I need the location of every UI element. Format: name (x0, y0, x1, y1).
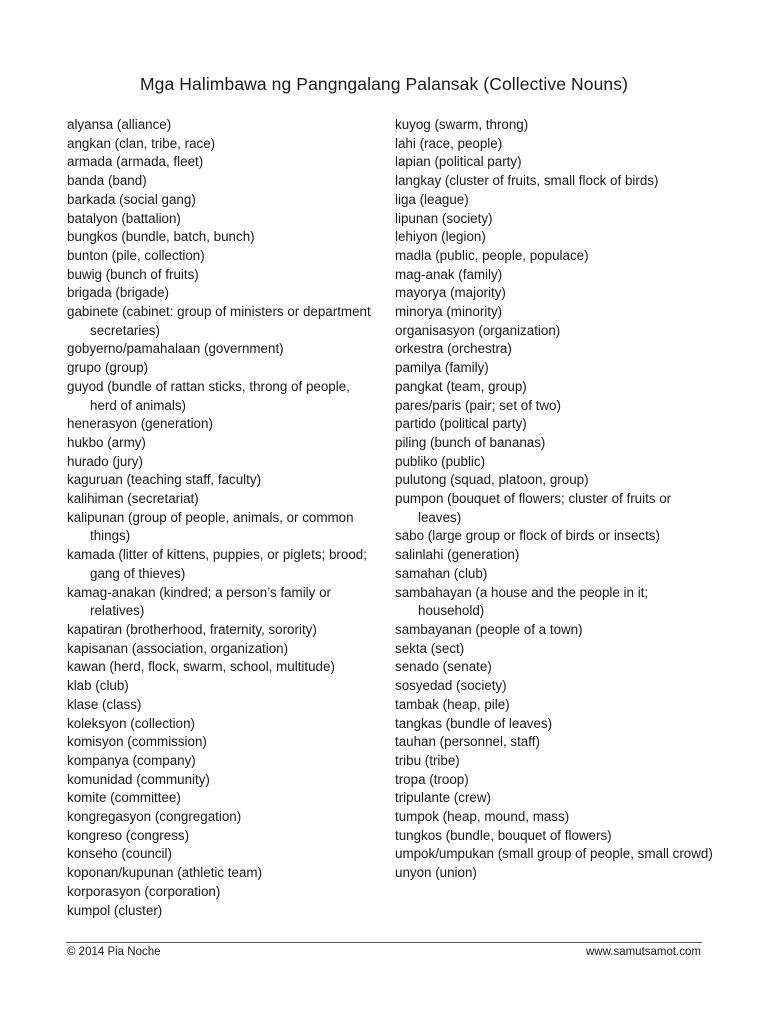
footer-divider (66, 942, 702, 943)
noun-entry: tauhan (personnel, staff) (395, 734, 540, 750)
noun-entry: pamilya (family) (395, 360, 489, 376)
noun-entry: gabinete (cabinet: group of ministers or department secretaries) (67, 304, 371, 338)
noun-entry: korporasyon (corporation) (67, 883, 221, 899)
noun-entry: koleksyon (collection) (67, 715, 196, 731)
noun-entry: langkay (cluster of fruits, small flock of birds) (395, 173, 659, 189)
noun-entry: batalyon (battalion) (67, 210, 181, 226)
noun-entry: kongreso (congress) (67, 827, 190, 843)
noun-entry: armada (armada, fleet) (67, 154, 204, 170)
noun-entry: kongregasyon (congregation) (67, 809, 242, 825)
noun-entry: hurado (jury) (67, 453, 143, 469)
noun-entry: liga (league) (395, 191, 469, 207)
noun-entry: kapatiran (brotherhood, fraternity, sorority) (67, 621, 317, 637)
noun-entry: madla (public, people, populace) (395, 247, 589, 263)
noun-entry: kamag-anakan (kindred; a person’s family or relatives) (67, 584, 331, 619)
noun-entry: grupo (group) (67, 360, 149, 376)
noun-entry: buwig (bunch of fruits) (67, 266, 199, 282)
noun-entry: sambayanan (people of a town) (395, 621, 583, 637)
noun-entry: publiko (public) (395, 453, 486, 469)
noun-entry: bunton (pile, collection) (67, 247, 205, 263)
noun-entry: kamada (litter of kittens, puppies, or piglets; brood; gang of thieves) (67, 547, 367, 581)
noun-entry: pangkat (team, group) (395, 378, 527, 394)
noun-entry: salinlahi (generation) (395, 547, 520, 563)
noun-entry: piling (bunch of bananas) (395, 434, 546, 450)
footer-website-link[interactable]: www.samutsamot.com (585, 946, 701, 958)
noun-entry: komunidad (community) (67, 771, 210, 787)
noun-entry: henerasyon (generation) (67, 416, 213, 432)
noun-entry: pares/paris (pair; set of two) (395, 397, 561, 413)
noun-entry: kuyog (swarm, throng) (395, 117, 529, 132)
noun-entry: tungkos (bundle, bouquet of flowers) (395, 827, 612, 843)
noun-entry: brigada (brigade) (67, 285, 169, 301)
noun-entry: gobyerno/pamahalaan (government) (67, 341, 284, 357)
noun-entry: tripulante (crew) (395, 790, 491, 806)
noun-entry: komisyon (commission) (67, 734, 207, 750)
noun-entry: kawan (herd, flock, swarm, school, multitude) (67, 659, 335, 675)
noun-entry: tribu (tribe) (395, 752, 460, 768)
left-column (67, 116, 377, 920)
noun-entry: kapisanan (association, organization) (67, 640, 289, 656)
noun-entry: mag-anak (family) (395, 266, 503, 282)
noun-entry: lapian (political party) (395, 154, 522, 170)
noun-entry: komite (committee) (67, 790, 181, 806)
noun-entry: tangkas (bundle of leaves) (395, 715, 553, 731)
noun-entry: umpok/umpukan (small group of people, small crowd) (395, 846, 713, 862)
noun-entry: kaguruan (teaching staff, faculty) (67, 472, 262, 488)
noun-entry: klase (class) (67, 696, 142, 712)
footer-copyright: © 2014 Pia Noche (67, 946, 161, 958)
noun-entry: kalihiman (secretariat) (67, 491, 199, 507)
noun-entry: sabo (large group or flock of birds or insects) (395, 528, 660, 544)
noun-entry: angkan (clan, tribe, race) (67, 135, 216, 151)
noun-entry: sosyedad (society) (395, 678, 507, 694)
noun-entry: banda (band) (67, 173, 147, 189)
noun-entry: senado (senate) (395, 659, 492, 675)
noun-entry: tumpok (heap, mound, mass) (395, 809, 570, 825)
noun-entry: kalipunan (group of people, animals, or common things) (67, 509, 354, 544)
noun-entry: lipunan (society) (395, 210, 493, 226)
noun-entry: tambak (heap, pile) (395, 696, 510, 712)
noun-entry: organisasyon (organization) (395, 322, 561, 338)
noun-entry: mayorya (majority) (395, 285, 506, 301)
noun-entry: partido (political party) (395, 416, 527, 432)
noun-entry: unyon (union) (395, 865, 477, 881)
noun-entry: sambahayan (a house and the people in it; household) (395, 584, 649, 619)
noun-entry: sekta (sect) (395, 640, 465, 656)
noun-entry: samahan (club) (395, 565, 488, 581)
noun-entry: klab (club) (67, 678, 129, 694)
noun-entry: konseho (council) (67, 846, 172, 862)
noun-entry: alyansa (alliance) (67, 117, 172, 132)
noun-entry: pulutong (squad, platoon, group) (395, 472, 589, 488)
noun-entry: bungkos (bundle, batch, bunch) (67, 229, 255, 245)
noun-entry: barkada (social gang) (67, 191, 196, 207)
noun-entry: kumpol (cluster) (67, 902, 163, 918)
noun-entry: kompanya (company) (67, 752, 196, 768)
right-column (395, 116, 715, 883)
page-title: Mga Halimbawa ng Pangngalang Palansak (Collective Nouns) (139, 74, 629, 94)
noun-entry: pumpon (bouquet of flowers; cluster of fruits or leaves) (395, 491, 672, 525)
noun-entry: koponan/kupunan (athletic team) (67, 865, 263, 881)
noun-entry: guyod (bundle of rattan sticks, throng of people, herd of animals) (67, 378, 350, 413)
noun-entry: lehiyon (legion) (395, 229, 486, 245)
noun-entry: tropa (troop) (395, 771, 469, 787)
noun-entry: minorya (minority) (395, 304, 503, 320)
noun-entry: lahi (race, people) (395, 135, 503, 151)
noun-entry: hukbo (army) (67, 434, 146, 450)
noun-entry: orkestra (orchestra) (395, 341, 512, 357)
